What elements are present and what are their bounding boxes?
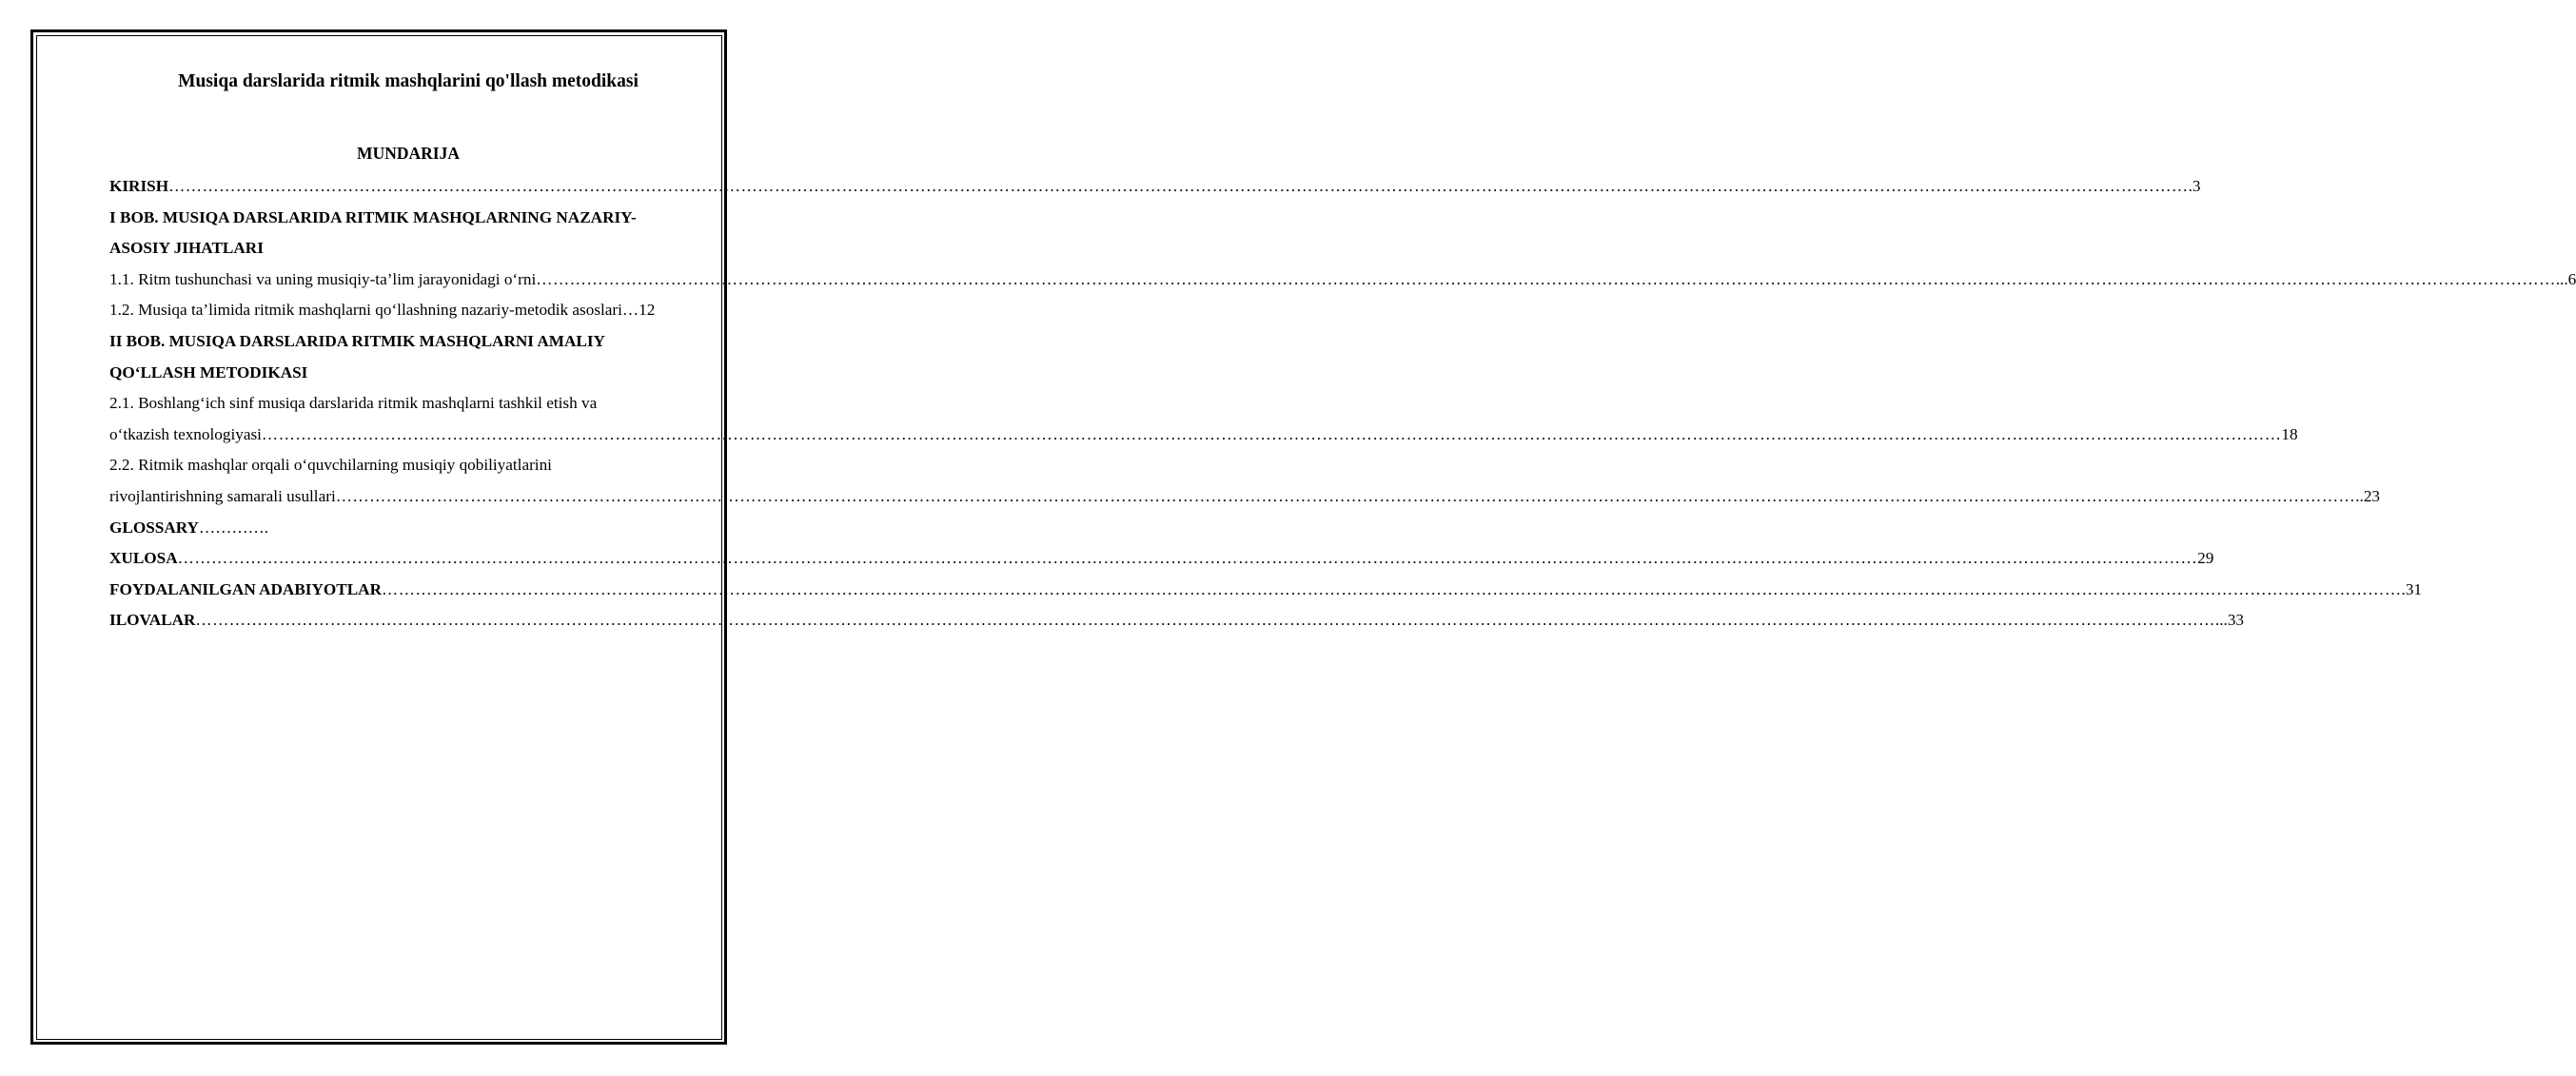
toc-entry-1-2[interactable] bbox=[109, 295, 706, 326]
dot-leader: ……………………………………………………………………………………………………………………………………………………………………………………………………………………………………………………………………………………………………………………………… bbox=[536, 269, 2556, 288]
toc-entry-2-1-line1[interactable]: 2.1. Boshlang‘ich sinf musiqa darslarida ritmik mashqlarni tashkil etish va bbox=[109, 394, 598, 413]
dot-leader: ……………………………………………………………………………………………………………………………………………………………………………………………………………………………………………………………………………………………………………………………… bbox=[261, 424, 2282, 443]
document-title: Musiqa darslarida ritmik mashqlarini qo'llash metodikasi bbox=[178, 71, 639, 91]
toc-label: GLOSSARY bbox=[109, 518, 199, 537]
toc-label: 1.2. Musiqa ta’limida ritmik mashqlarni qo‘llashning nazariy-metodik asoslari bbox=[109, 301, 622, 320]
toc-chapter-1-line2[interactable]: ASOSIY JIHATLARI bbox=[109, 239, 264, 258]
toc-label: 1.1. Ritm tushunchasi va uning musiqiy-ta’lim jarayonidagi o‘rni bbox=[109, 269, 537, 288]
toc-chapter-2-line1[interactable]: II BOB. MUSIQA DARSLARIDA RITMIK MASHQLARNI AMALIY bbox=[109, 331, 605, 350]
toc-page-number: 18 bbox=[2281, 424, 2298, 443]
toc-page-number: .3 bbox=[2188, 177, 2201, 195]
dot-leader: ……………………………………………………………………………………………………………………………………………………………………………………………………………………………………………………………………………………………………………………………… bbox=[195, 611, 2215, 630]
toc-page-number: 29 bbox=[2197, 549, 2214, 568]
toc-label: KIRISH bbox=[109, 177, 169, 195]
table-of-contents bbox=[109, 171, 2576, 636]
toc-page-number: .31 bbox=[2401, 579, 2422, 598]
toc-chapter-1-line1[interactable]: I BOB. MUSIQA DARSLARIDA RITMIK MASHQLARNING NAZARIY- bbox=[109, 207, 637, 226]
toc-entry-adabiyotlar[interactable] bbox=[109, 575, 2422, 606]
toc-label: FOYDALANILGAN ADABIYOTLAR bbox=[109, 579, 383, 598]
toc-entry-xulosa[interactable] bbox=[109, 543, 2214, 575]
dot-leader: ……………………………………………………………………………………………………………………………………………………………………………………………………………………………………………………………………………………………………………………………… bbox=[382, 579, 2402, 598]
toc-page-number: ...33 bbox=[2214, 611, 2244, 630]
toc-entry-ilovalar[interactable] bbox=[109, 605, 2244, 636]
toc-page-number: …12 bbox=[621, 301, 656, 320]
toc-entry-2-1[interactable] bbox=[109, 420, 2298, 451]
dot-leader: ……………………………………………………………………………………………………………………………………………………………………………………………………………………………………………………………………………………………………………………………… bbox=[335, 486, 2356, 505]
contents-heading: MUNDARIJA bbox=[357, 144, 460, 163]
toc-entry-1-1[interactable] bbox=[109, 264, 2576, 296]
toc-entry-glossary[interactable] bbox=[109, 513, 706, 544]
toc-label: rivojlantirishning samarali usullari bbox=[109, 486, 336, 505]
toc-label: ILOVALAR bbox=[109, 611, 196, 630]
toc-label: XULOSA bbox=[109, 549, 178, 568]
toc-page-number: ..23 bbox=[2355, 486, 2380, 505]
dot-leader: ……………………………………………………………………………………………………………………………………………………………………………………………………………………………………………………………………………………………………………………………… bbox=[168, 177, 2189, 195]
toc-chapter-2-line2[interactable]: QO‘LLASH METODIKASI bbox=[109, 362, 308, 381]
toc-entry-2-2-line1[interactable]: 2.2. Ritmik mashqlar orqali o‘quvchilarning musiqiy qobiliyatlarini bbox=[109, 456, 552, 475]
dot-leader: ……………………………………………………………………………………………………………………………………………………………………………………………………………………………………………………………………………………………………………………………… bbox=[177, 549, 2198, 568]
toc-entry-kirish[interactable] bbox=[109, 171, 2201, 203]
toc-label: o‘tkazish texnologiyasi bbox=[109, 424, 262, 443]
dot-leader: …………. bbox=[198, 518, 268, 537]
toc-entry-2-2[interactable] bbox=[109, 481, 2380, 513]
toc-page-number: ...6 bbox=[2555, 269, 2576, 288]
